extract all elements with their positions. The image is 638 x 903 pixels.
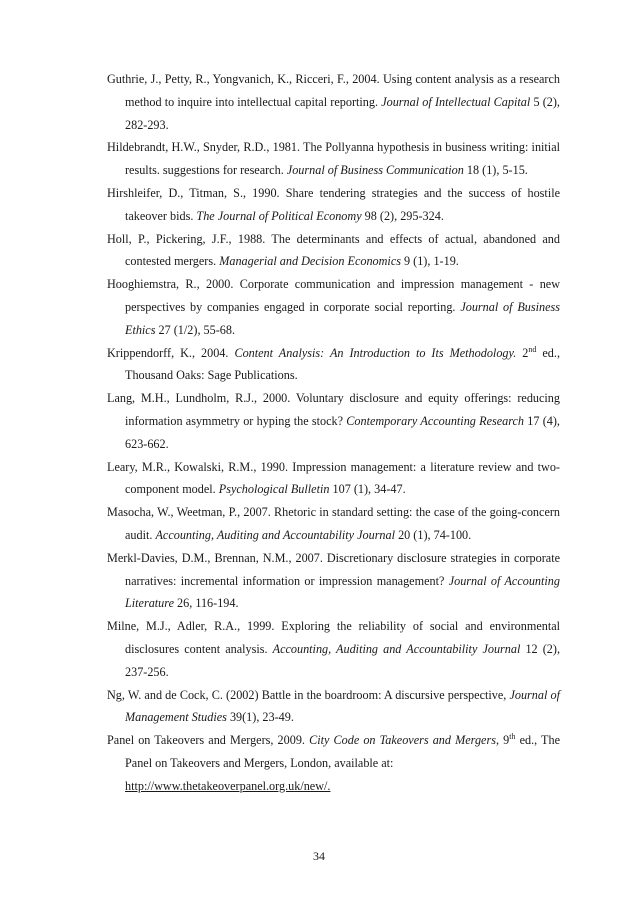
- page-number: 34: [313, 849, 325, 863]
- reference-entry: Panel on Takeovers and Mergers, 2009. City Code on Takeovers and Mergers, 9th ed., The Panel on Takeovers and Mergers, London, available at: http://www.thetakeoverpanel.org.uk/new/.: [107, 732, 561, 793]
- book-title: Content Analysis: An Introduction to Its Methodology.: [234, 345, 517, 360]
- journal-title: Psychological Bulletin: [218, 482, 330, 497]
- journal-title: Managerial and Decision Economics: [219, 254, 401, 269]
- reference-entry: Masocha, W., Weetman, P., 2007. Rhetoric in standard setting: the case of the going-concern audit. Accounting, Auditing and Accountability Journal 20 (1), 74-100.: [107, 505, 560, 542]
- reference-entry: Leary, M.R., Kowalski, R.M., 1990. Impression management: a literature review and two-component model. Psychological Bulletin 107 (1), 34-47.: [107, 459, 560, 497]
- journal-title: Accounting, Auditing and Accountability Journal: [155, 527, 396, 542]
- journal-title: Journal of Management Studies: [125, 687, 560, 725]
- journal-title: Journal of Business Communication: [286, 163, 464, 178]
- ordinal-suffix: th: [509, 732, 516, 742]
- journal-title: Journal of Intellectual Capital: [381, 94, 531, 109]
- journal-title: Contemporary Accounting Research: [346, 413, 525, 428]
- reference-entry: Hooghiemstra, R., 2000. Corporate communication and impression management - new perspectives by companies engaged in corporate social reporting. Journal of Business Ethics 27 (1/2), 55-68.: [107, 277, 560, 337]
- reference-entry: Milne, M.J., Adler, R.A., 1999. Exploring the reliability of social and environmental disclosures content analysis. Accounting, Auditing and Accountability Journal 12 (2), 237-256.: [107, 619, 560, 679]
- journal-title: The Journal of Political Economy: [196, 208, 362, 223]
- reference-entry: Merkl-Davies, D.M., Brennan, N.M., 2007. Discretionary disclosure strategies in corporate narratives: incremental information or impression management? Journal of Accounting Literature 26, 116-194.: [107, 550, 560, 611]
- journal-title: Accounting, Auditing and Accountability Journal: [272, 641, 521, 656]
- ordinal-suffix: nd: [528, 344, 537, 354]
- journal-title: Journal of Accounting Literature: [125, 573, 560, 611]
- reference-entry: Guthrie, J., Petty, R., Yongvanich, K., Ricceri, F., 2004. Using content analysis as a research method to inquire into intellectual capital reporting. Journal of Intellectual Capital 5 (2), 282-293.: [107, 72, 560, 132]
- reference-link[interactable]: http://www.thetakeoverpanel.org.uk/new/.: [125, 778, 331, 793]
- reference-entry: Krippendorff, K., 2004. Content Analysis: An Introduction to Its Methodology. 2nd ed., Thousand Oaks: Sage Publications.: [107, 344, 560, 383]
- reference-list: [107, 68, 560, 798]
- reference-entry: Ng, W. and de Cock, C. (2002) Battle in the boardroom: A discursive perspective, Journal of Management Studies 39(1), 23-49.: [107, 687, 560, 725]
- reference-entry: Hildebrandt, H.W., Snyder, R.D., 1981. The Pollyanna hypothesis in business writing: initial results. suggestions for research. Journal of Business Communication 18 (1), 5-15.: [107, 140, 560, 178]
- reference-entry: Holl, P., Pickering, J.F., 1988. The determinants and effects of actual, abandoned and contested mergers. Managerial and Decision Economics 9 (1), 1-19.: [107, 231, 560, 269]
- reference-entry: Hirshleifer, D., Titman, S., 1990. Share tendering strategies and the success of hostile takeover bids. The Journal of Political Economy 98 (2), 295-324.: [107, 185, 560, 223]
- book-title: City Code on Takeovers and Mergers: [309, 733, 496, 748]
- reference-entry: Lang, M.H., Lundholm, R.J., 2000. Voluntary disclosure and equity offerings: reducing information asymmetry or hyping the stock? Contemporary Accounting Research 17 (4), 623-662.: [107, 391, 560, 451]
- journal-title: Journal of Business Ethics: [125, 299, 560, 337]
